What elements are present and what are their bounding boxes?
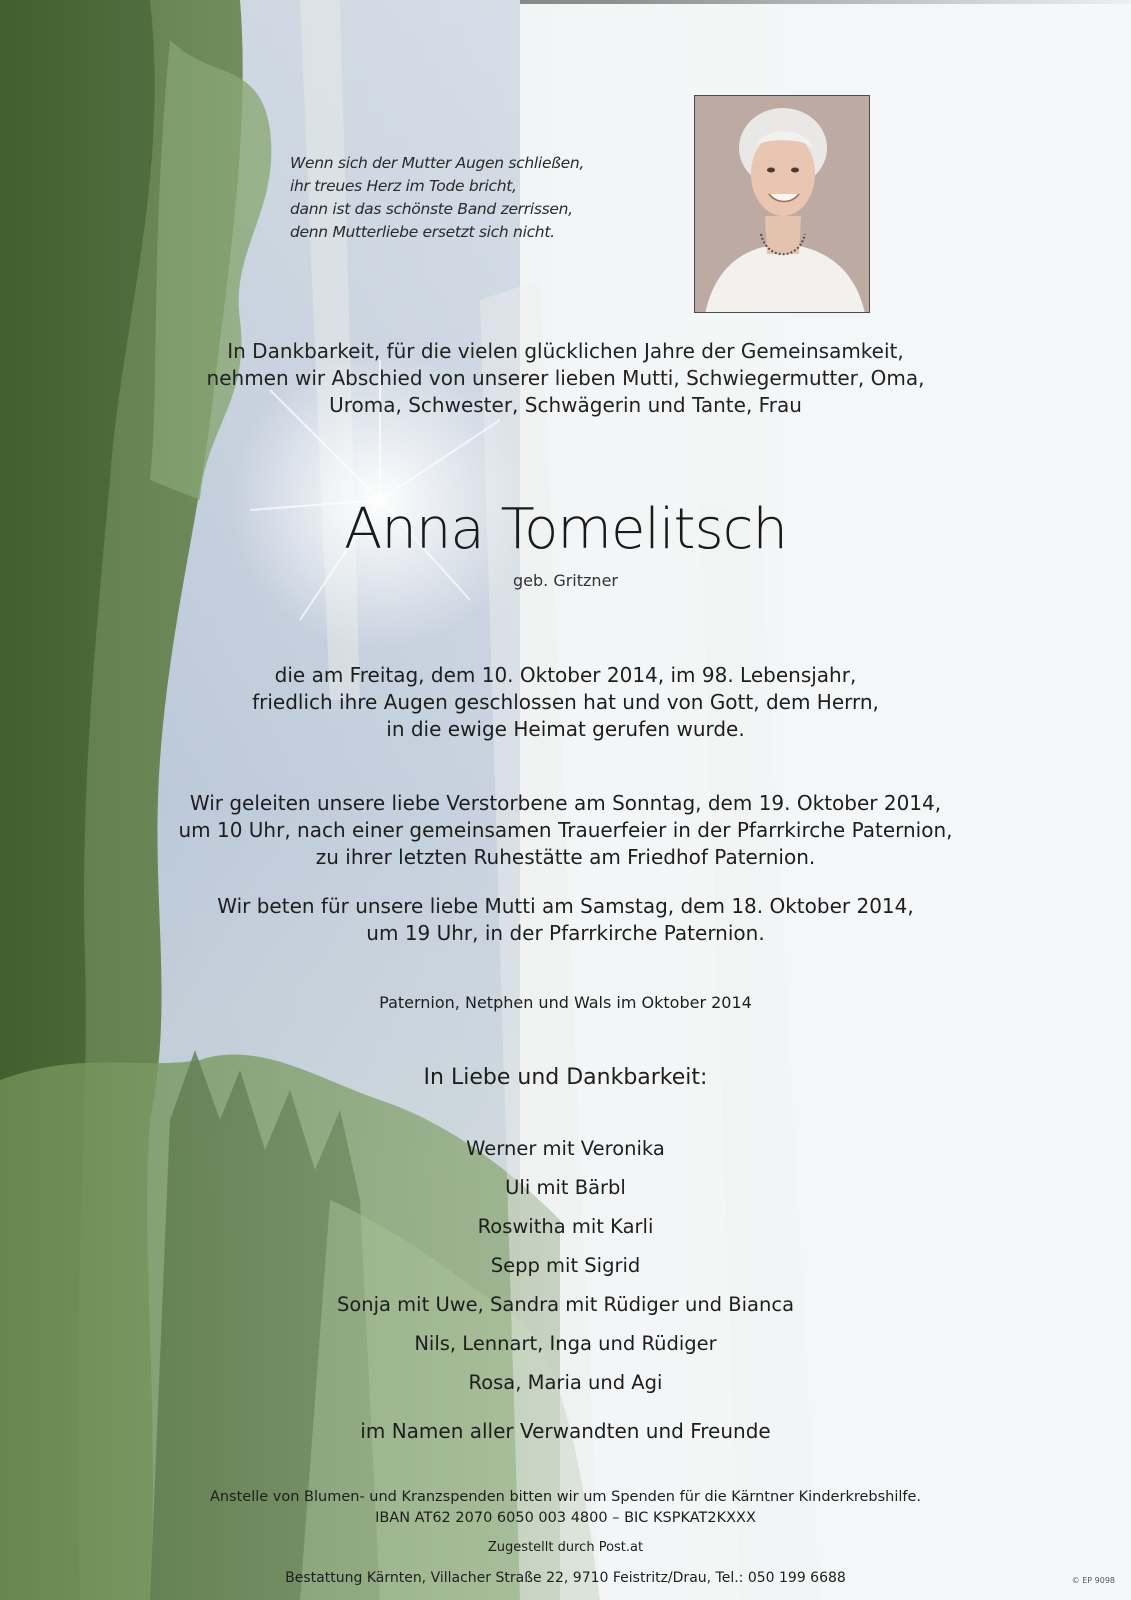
prayer-info xyxy=(0,893,1131,947)
death-notice-line: die am Freitag, dem 10. Oktober 2014, im 98. Lebensjahr, xyxy=(274,663,857,687)
delivered-by: Zugestellt durch Post.at xyxy=(487,1540,644,1555)
donation-line: IBAN AT62 2070 6050 003 4800 – BIC KSPKAT2KXXX xyxy=(375,1510,756,1526)
mourner-entry: Sonja mit Uwe, Sandra mit Rüdiger und Bianca xyxy=(336,1293,795,1316)
mourners-heading: In Liebe und Dankbarkeit: xyxy=(423,1065,708,1090)
poem xyxy=(290,152,620,244)
copyright-mark: © EP 9098 xyxy=(1071,1576,1115,1585)
portrait-photo xyxy=(694,95,870,313)
mourner-entry: Nils, Lennart, Inga und Rüdiger xyxy=(414,1332,717,1355)
undertaker-info: Bestattung Kärnten, Villacher Straße 22, 9710 Feistritz/Drau, Tel.: 050 199 6688 xyxy=(285,1570,846,1586)
place-date: Paternion, Netphen und Wals im Oktober 2014 xyxy=(379,993,752,1012)
funeral-info xyxy=(0,790,1131,871)
prayer-line: Wir beten für unsere liebe Mutti am Samstag, dem 18. Oktober 2014, xyxy=(217,894,914,918)
mourner-entry: Sepp mit Sigrid xyxy=(490,1254,641,1277)
intro-text xyxy=(0,338,1131,419)
mourners-list xyxy=(0,1129,1131,1402)
poem-line: dann ist das schönste Band zerrissen, xyxy=(290,200,573,218)
poem-line: Wenn sich der Mutter Augen schließen, xyxy=(290,154,585,172)
intro-line: Uroma, Schwester, Schwägerin und Tante, Frau xyxy=(329,393,802,417)
death-notice-line: in die ewige Heimat gerufen wurde. xyxy=(386,717,745,741)
mourner-entry: Werner mit Veronika xyxy=(466,1137,665,1160)
funeral-line: um 10 Uhr, nach einer gemeinsamen Trauerfeier in der Pfarrkirche Paternion, xyxy=(178,818,953,842)
death-notice xyxy=(0,662,1131,743)
mourner-entry: Uli mit Bärbl xyxy=(505,1176,626,1199)
mourner-entry: Roswitha mit Karli xyxy=(477,1215,654,1238)
deceased-name: Anna Tomelitsch xyxy=(344,497,787,562)
closing-line: im Namen aller Verwandten und Freunde xyxy=(360,1419,771,1443)
intro-line: nehmen wir Abschied von unserer lieben Mutti, Schwiegermutter, Oma, xyxy=(206,366,925,390)
prayer-line: um 19 Uhr, in der Pfarrkirche Paternion. xyxy=(366,921,765,945)
mourner-entry: Rosa, Maria und Agi xyxy=(468,1371,663,1394)
donation-note xyxy=(0,1487,1131,1529)
intro-line: In Dankbarkeit, für die vielen glücklichen Jahre der Gemeinsamkeit, xyxy=(227,339,904,363)
funeral-line: zu ihrer letzten Ruhestätte am Friedhof Paternion. xyxy=(315,845,816,869)
death-notice-line: friedlich ihre Augen geschlossen hat und von Gott, dem Herrn, xyxy=(252,690,879,714)
donation-line: Anstelle von Blumen- und Kranzspenden bitten wir um Spenden für die Kärntner Kinderkrebshilfe. xyxy=(209,1489,922,1505)
funeral-line: Wir geleiten unsere liebe Verstorbene am Sonntag, dem 19. Oktober 2014, xyxy=(189,791,942,815)
portrait-image xyxy=(695,96,870,313)
maiden-name: geb. Gritzner xyxy=(513,571,618,590)
poem-line: denn Mutterliebe ersetzt sich nicht. xyxy=(290,223,555,241)
poem-line: ihr treues Herz im Tode bricht, xyxy=(290,177,517,195)
